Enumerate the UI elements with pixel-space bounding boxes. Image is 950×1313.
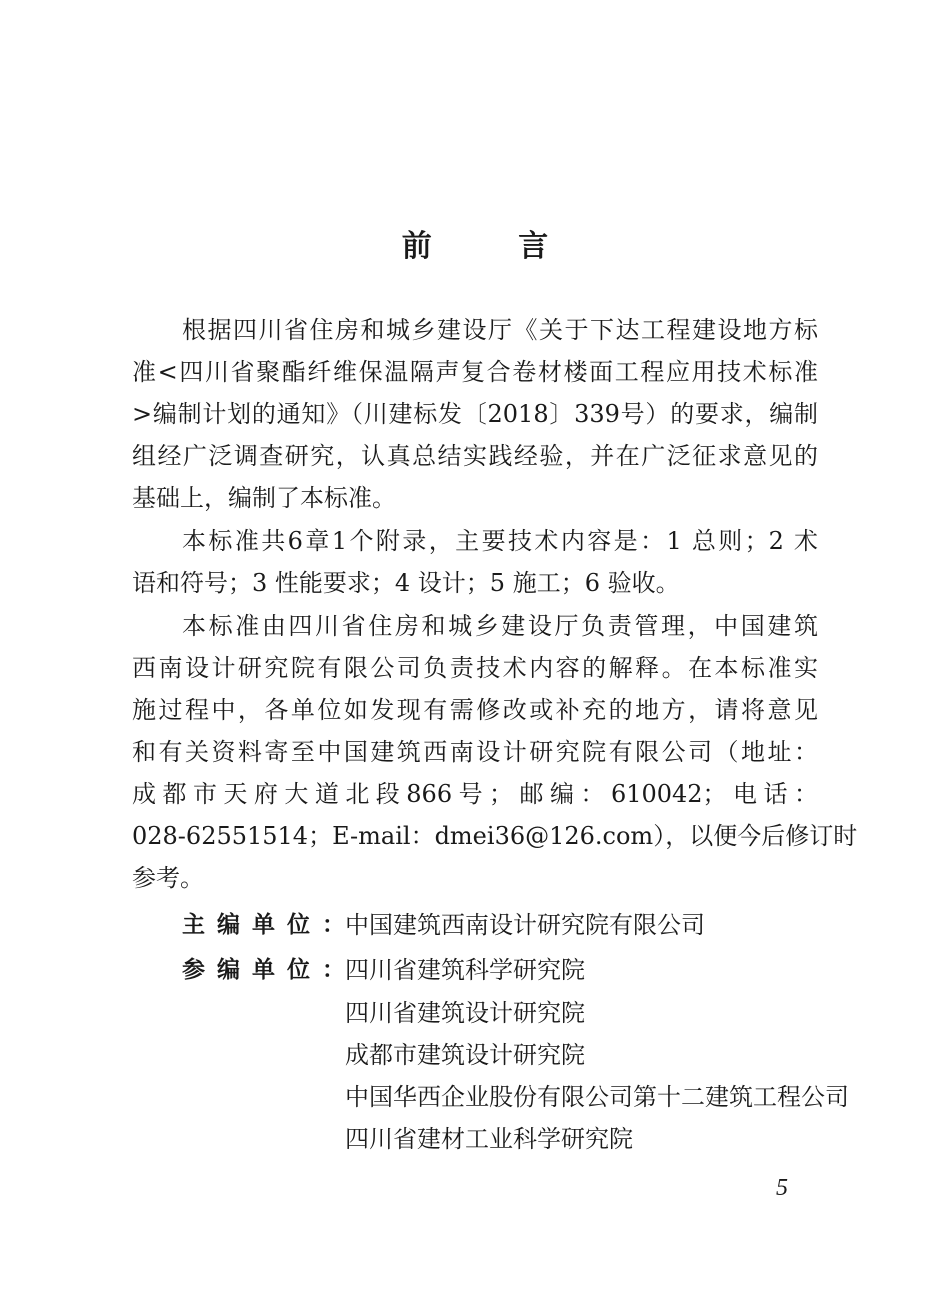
paragraph-line: 语和符号；3 性能要求；4 设计；5 施工；6 验收。 — [132, 569, 680, 597]
paragraph-line: 西南设计研究院有限公司负责技术内容的解释。在本标准实 — [132, 654, 818, 682]
participant-unit: 四川省建材工业科学研究院 — [345, 1125, 633, 1153]
paragraph-line: 和有关资料寄至中国建筑西南设计研究院有限公司（地址： — [132, 738, 818, 766]
participant-unit: 四川省建筑科学研究院 — [345, 956, 585, 984]
paragraph-line: 施过程中，各单位如发现有需修改或补充的地方，请将意见 — [132, 696, 818, 724]
paragraph-line: 成都市天府大道北段866号；邮编：610042；电话： — [132, 780, 818, 808]
paragraph-line: 基础上，编制了本标准。 — [132, 484, 396, 512]
participant-unit: 成都市建筑设计研究院 — [345, 1041, 585, 1069]
page-number: 5 — [776, 1175, 788, 1201]
participant-unit: 四川省建筑设计研究院 — [345, 999, 585, 1027]
chief-editor-unit: 中国建筑西南设计研究院有限公司 — [345, 911, 705, 939]
paragraph-line: 根据四川省住房和城乡建设厅《关于下达工程建设地方标 — [182, 316, 818, 344]
paragraph-line: >编制计划的通知》（川建标发〔2018〕339号）的要求，编制 — [132, 400, 818, 428]
page-title: 前 言 — [401, 229, 587, 264]
paragraph-line: 准<四川省聚酯纤维保温隔声复合卷材楼面工程应用技术标准 — [132, 358, 818, 386]
participant-unit: 中国华西企业股份有限公司第十二建筑工程公司 — [345, 1083, 849, 1111]
paragraph-line: 028-62551514；E-mail：dmei36@126.com），以便今后修订时 — [132, 822, 858, 850]
paragraph-line: 本标准由四川省住房和城乡建设厅负责管理，中国建筑 — [182, 612, 818, 640]
paragraph-line: 组经广泛调查研究，认真总结实践经验，并在广泛征求意见的 — [132, 442, 818, 470]
participants-label: 参编单位： — [182, 957, 357, 983]
paragraph-line: 参考。 — [132, 864, 204, 892]
paragraph-line: 本标准共6章1个附录，主要技术内容是：1 总则；2 术 — [182, 527, 818, 555]
chief-editor-label: 主编单位： — [182, 912, 357, 938]
